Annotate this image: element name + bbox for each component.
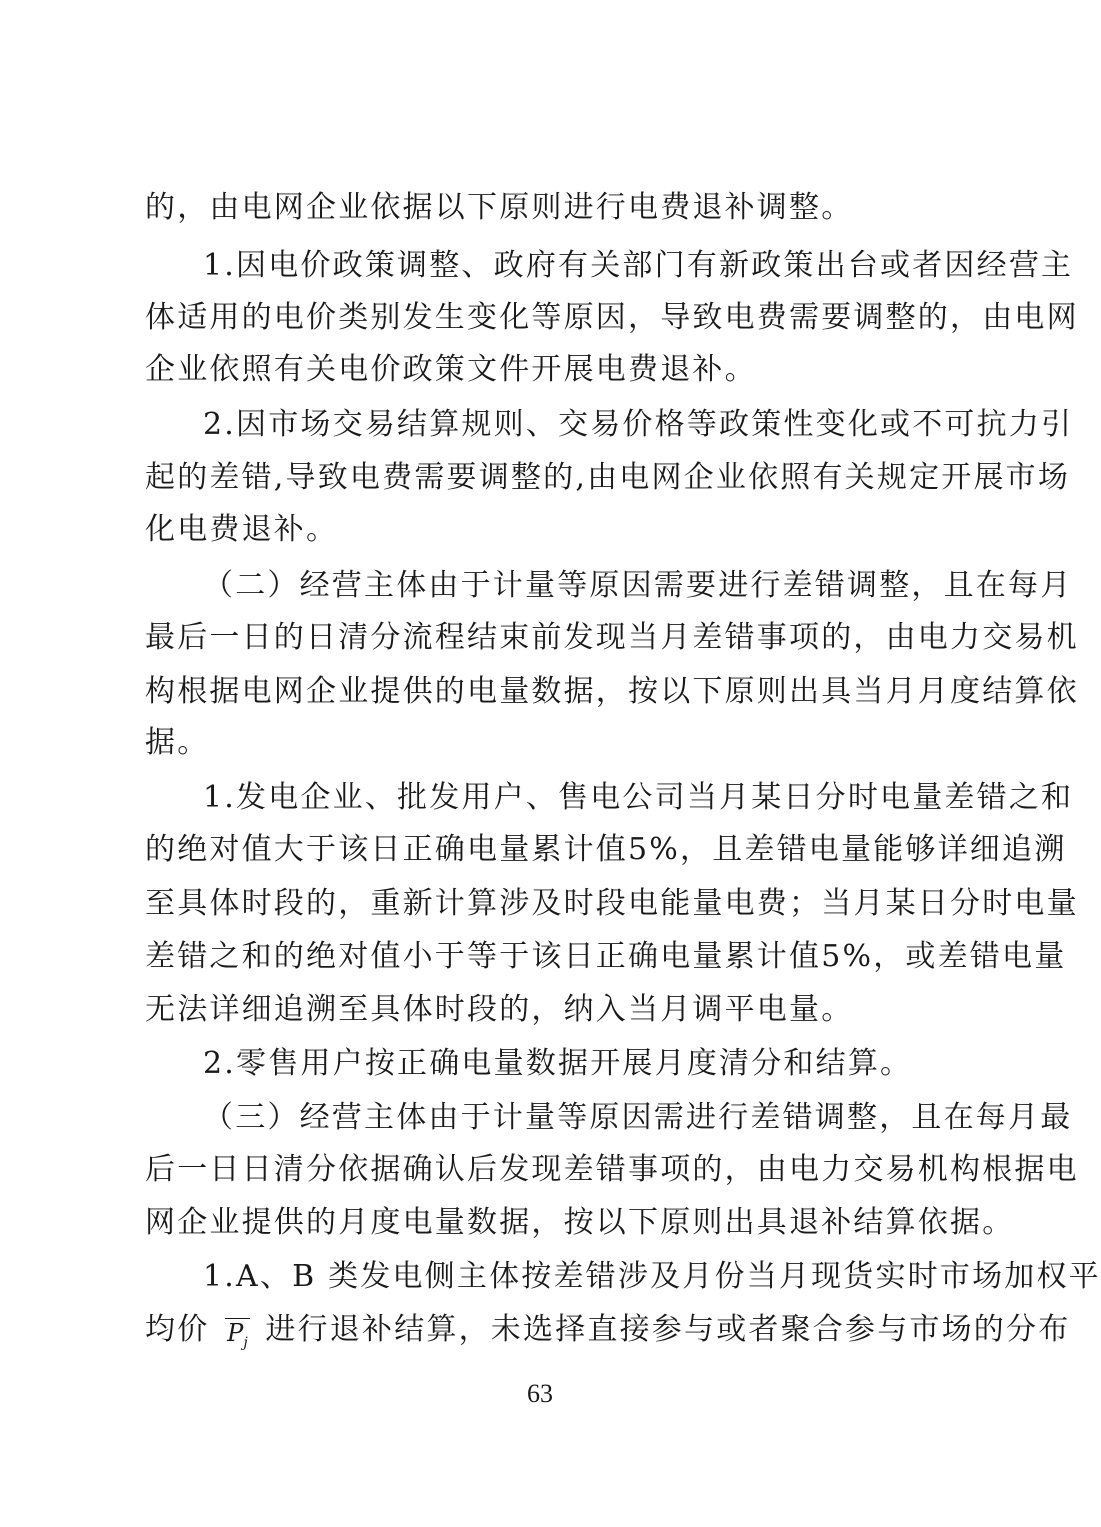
paragraph-line-16: 无法详细追溯至具体时段的，纳入当月调平电量。 <box>145 992 854 1027</box>
formula-p-bar-j <box>225 1318 250 1351</box>
formula-symbol: P <box>227 1318 244 1347</box>
paragraph-line-6: 起的差错,导致电费需要调整的,由电网企业依照有关规定开展市场 <box>145 460 1071 495</box>
paragraph-line-5: 2.因市场交易结算规则、交易价格等政策性变化或不可抗力引 <box>203 407 1074 442</box>
paragraph-line-13: 的绝对值大于该日正确电量累计值5%，且差错电量能够详细追溯 <box>145 832 1067 867</box>
paragraph-line-12: 1.发电企业、批发用户、售电公司当月某日分时电量差错之和 <box>203 780 1074 815</box>
paragraph-line-11: 据。 <box>145 725 210 760</box>
paragraph-line-22 <box>145 1310 1071 1351</box>
paragraph-line-2: 1.因电价政策调整、政府有关部门有新政策出台或者因经营主 <box>203 248 1074 283</box>
formula-subscript: j <box>243 1334 248 1351</box>
paragraph-line-14: 至具体时段的，重新计算涉及时段电能量电费；当月某日分时电量 <box>145 886 1079 921</box>
paragraph-line-10: 构根据电网企业提供的电量数据，按以下原则出具当月月度结算依 <box>145 674 1079 709</box>
paragraph-line-3: 体适用的电价类别发生变化等原因，导致电费需要调整的，由电网 <box>145 300 1079 335</box>
paragraph-line-9: 最后一日的日清分流程结束前发现当月差错事项的，由电力交易机 <box>145 620 1079 655</box>
paragraph-line-8: （二）经营主体由于计量等原因需要进行差错调整，且在每月 <box>203 568 1073 603</box>
paragraph-line-4: 企业依照有关电价政策文件开展电费退补。 <box>145 352 757 387</box>
paragraph-line-7: 化电费退补。 <box>145 512 339 547</box>
text-segment: 进行退补结算，未选择直接参与或者聚合参与市场的分布 <box>265 1312 1071 1347</box>
paragraph-line-15: 差错之和的绝对值小于等于该日正确电量累计值5%，或差错电量 <box>145 939 1067 974</box>
paragraph-line-1: 的，由电网企业依据以下原则进行电费退补调整。 <box>145 190 854 225</box>
paragraph-line-21: 1.A、B 类发电侧主体按差错涉及月份当月现货实时市场加权平 <box>203 1259 1101 1294</box>
text-segment: 均价 <box>145 1312 210 1347</box>
page-number: 63 <box>527 1379 553 1408</box>
paragraph-line-20: 网企业提供的月度电量数据，按以下原则出具退补结算依据。 <box>145 1205 1015 1240</box>
paragraph-line-19: 后一日日清分依据确认后发现差错事项的，由电力交易机构根据电 <box>145 1152 1079 1187</box>
paragraph-line-18: （三）经营主体由于计量等原因需进行差错调整，且在每月最 <box>203 1100 1073 1135</box>
paragraph-line-17: 2.零售用户按正确电量数据开展月度清分和结算。 <box>203 1046 913 1081</box>
